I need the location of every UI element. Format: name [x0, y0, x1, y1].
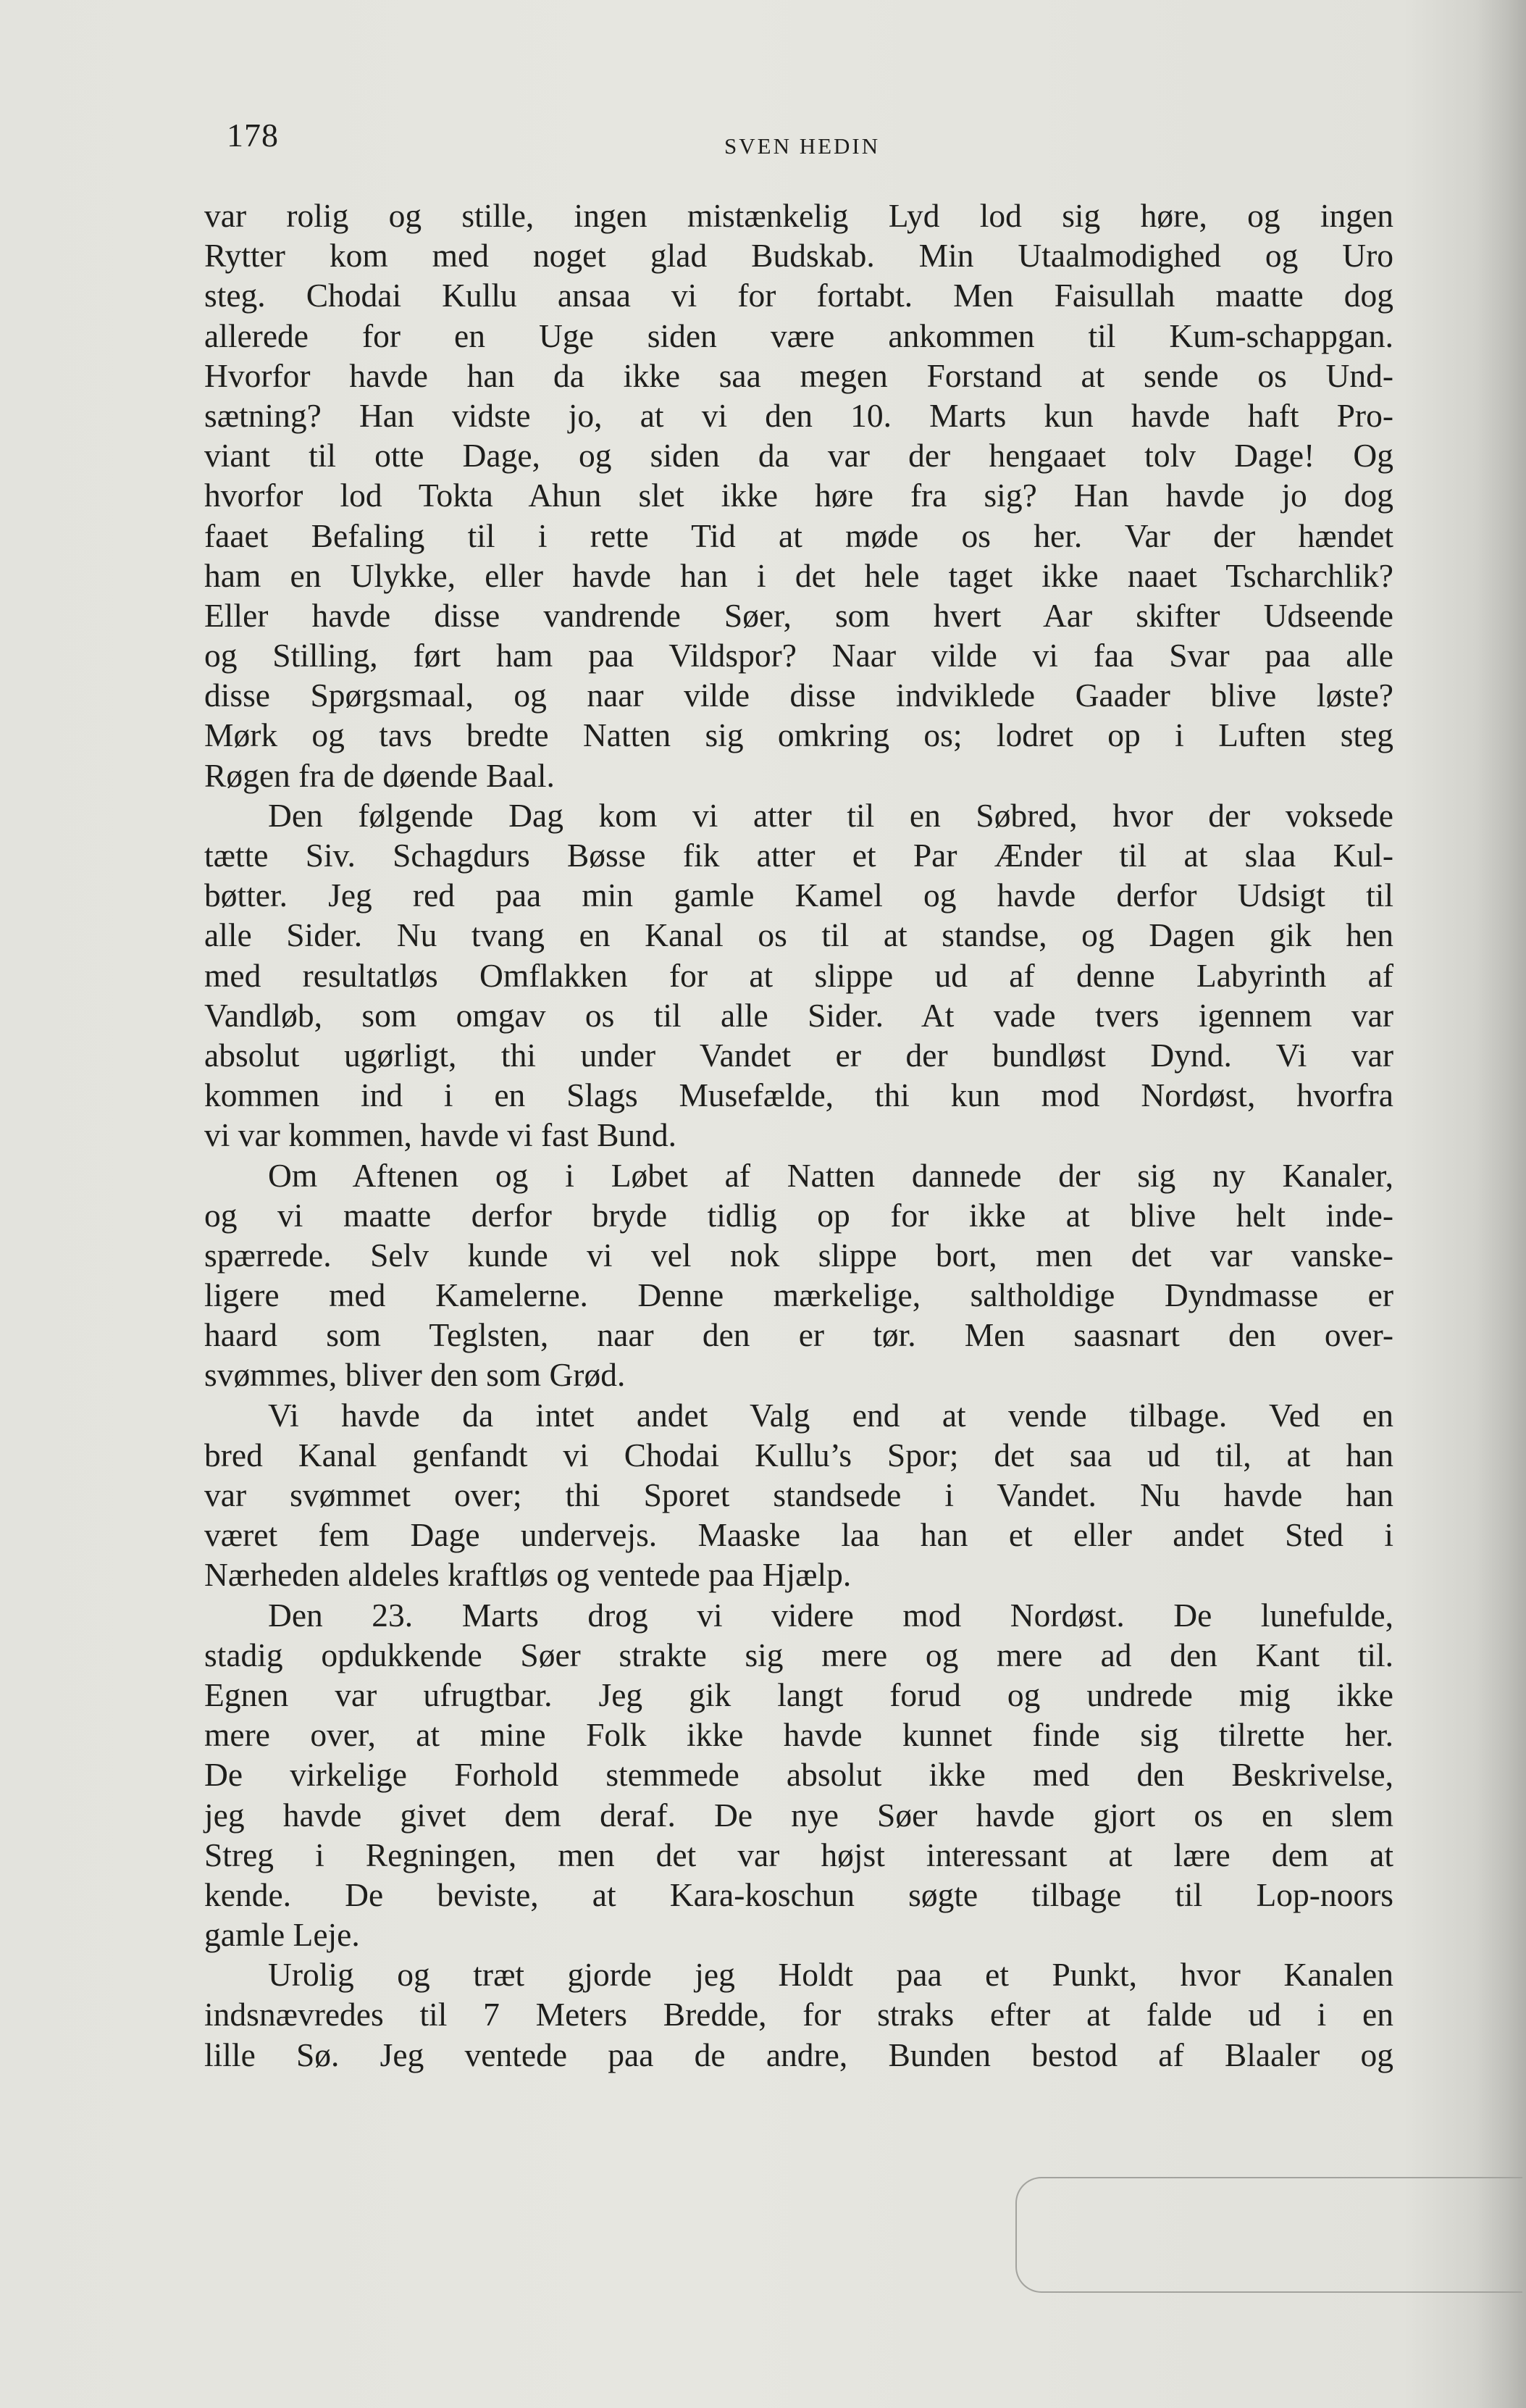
text-line: Vi havde da intet andet Valg end at vende tilbage. Ved en [268, 1396, 1393, 1434]
text-line: Vandløb, som omgav os til alle Sider. At vade tvers igennem var [204, 996, 1393, 1034]
text-line: bred Kanal genfandt vi Chodai Kullu’s Spor; det saa ud til, at han [204, 1436, 1393, 1473]
text-line: allerede for en Uge siden være ankommen til Kum-schappgan. [204, 317, 1393, 354]
text-line: var svømmet over; thi Sporet standsede i Vandet. Nu havde han [204, 1476, 1393, 1513]
text-line: absolut ugørligt, thi under Vandet er der bundløst Dynd. Vi var [204, 1036, 1393, 1074]
text-line: sætning? Han vidste jo, at vi den 10. Marts kun havde haft Pro- [204, 396, 1393, 434]
text-line: og vi maatte derfor bryde tidlig op for ikke at blive helt inde- [204, 1196, 1393, 1234]
text-line: Rytter kom med noget glad Budskab. Min Utaalmodighed og Uro [204, 237, 1393, 275]
text-line: Urolig og træt gjorde jeg Holdt paa et Punkt, hvor Kanalen [268, 1956, 1393, 1994]
text-line: ligere med Kamelerne. Denne mærkelige, saltholdige Dyndmasse er [204, 1276, 1393, 1314]
text-line: Mørk og tavs bredte Natten sig omkring os; lodret op i Luften steg [204, 716, 1393, 754]
text-line: var rolig og stille, ingen mistænkelig Lyd lod sig høre, og ingen [204, 197, 1393, 234]
text-line: Røgen fra de døende Baal. [204, 756, 555, 794]
text-line: Eller havde disse vandrende Søer, som hvert Aar skifter Udseende [204, 596, 1393, 634]
text-line: Egnen var ufrugtbar. Jeg gik langt forud og undrede mig ikke [204, 1676, 1393, 1713]
text-line: stadig opdukkende Søer strakte sig mere og mere ad den Kant til. [204, 1636, 1393, 1673]
library-stamp-outline [1015, 2177, 1522, 2293]
page-number: 178 [227, 117, 279, 154]
text-line: alle Sider. Nu tvang en Kanal os til at standse, og Dagen gik hen [204, 916, 1393, 954]
text-line: bøtter. Jeg red paa min gamle Kamel og havde derfor Udsigt til [204, 877, 1393, 914]
text-line: haard som Teglsten, naar den er tør. Men saasnart den over- [204, 1316, 1393, 1354]
text-line: Streg i Regningen, men det var højst interessant at lære dem at [204, 1836, 1393, 1873]
text-line: jeg havde givet dem deraf. De nye Søer havde gjort os en slem [204, 1796, 1393, 1834]
text-line: Den følgende Dag kom vi atter til en Søbred, hvor der voksede [268, 796, 1393, 834]
text-line: viant til otte Dage, og siden da var der hengaaet tolv Dage! Og [204, 437, 1393, 475]
text-line: spærrede. Selv kunde vi vel nok slippe bort, men det var vanske- [204, 1236, 1393, 1274]
text-line: hvorfor lod Tokta Ahun slet ikke høre fra sig? Han havde jo dog [204, 477, 1393, 514]
text-line: steg. Chodai Kullu ansaa vi for fortabt. Men Faisullah maatte dog [204, 277, 1393, 314]
text-line: faaet Befaling til i rette Tid at møde os her. Var der hændet [204, 517, 1393, 554]
text-line: gamle Leje. [204, 1916, 360, 1954]
page-edge-shadow [1475, 0, 1526, 2408]
running-head: SVEN HEDIN [724, 133, 881, 159]
text-line: svømmes, bliver den som Grød. [204, 1356, 626, 1394]
text-line: Nærheden aldeles kraftløs og ventede paa Hjælp. [204, 1556, 852, 1594]
text-line: Om Aftenen og i Løbet af Natten dannede der sig ny Kanaler, [268, 1156, 1393, 1194]
text-line: De virkelige Forhold stemmede absolut ikke med den Beskrivelse, [204, 1756, 1393, 1794]
text-line: mere over, at mine Folk ikke havde kunnet finde sig tilrette her. [204, 1716, 1393, 1754]
text-line: kende. De beviste, at Kara-koschun søgte tilbage til Lop-noors [204, 1876, 1393, 1913]
text-line: kommen ind i en Slags Musefælde, thi kun mod Nordøst, hvorfra [204, 1077, 1393, 1114]
text-line: Hvorfor havde han da ikke saa megen Forstand at sende os Und- [204, 356, 1393, 394]
text-line: ham en Ulykke, eller havde han i det hele taget ikke naaet Tscharchlik? [204, 556, 1393, 594]
text-line: vi var kommen, havde vi fast Bund. [204, 1116, 677, 1154]
text-line: indsnævredes til 7 Meters Bredde, for straks efter at falde ud i en [204, 1996, 1393, 2033]
text-line: og Stilling, ført ham paa Vildspor? Naar vilde vi faa Svar paa alle [204, 637, 1393, 674]
text-line: været fem Dage undervejs. Maaske laa han et eller andet Sted i [204, 1516, 1393, 1554]
text-line: Den 23. Marts drog vi videre mod Nordøst. De lunefulde, [268, 1596, 1393, 1634]
text-line: lille Sø. Jeg ventede paa de andre, Bunden bestod af Blaaler og [204, 2036, 1393, 2073]
text-line: tætte Siv. Schagdurs Bøsse fik atter et Par Ænder til at slaa Kul- [204, 837, 1393, 874]
text-line: disse Spørgsmaal, og naar vilde disse indviklede Gaader blive løste? [204, 677, 1393, 714]
body-text [204, 196, 1393, 2075]
text-line: med resultatløs Omflakken for at slippe ud af denne Labyrinth af [204, 956, 1393, 994]
